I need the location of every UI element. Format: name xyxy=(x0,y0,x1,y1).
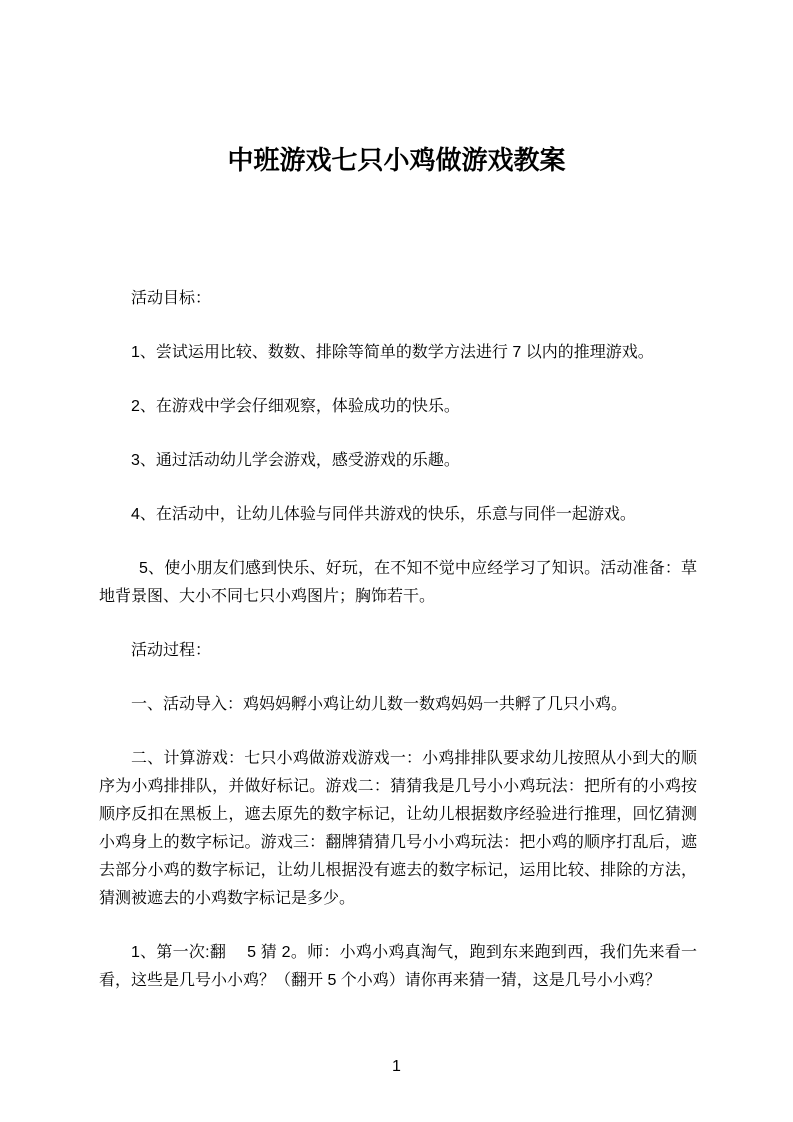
para-goal-3: 3、通过活动幼儿学会游戏，感受游戏的乐趣。 xyxy=(131,452,460,469)
para-goal-1: 1、尝试运用比较、数数、排除等简单的数学方法进行 7 以内的推理游戏。 xyxy=(131,344,654,361)
para-activity-goals-heading: 活动目标： xyxy=(131,290,212,307)
para-goal-2: 2、在游戏中学会仔细观察，体验成功的快乐。 xyxy=(131,398,460,415)
para-goal-4: 4、在活动中，让幼儿体验与同伴共游戏的快乐，乐意与同伴一起游戏。 xyxy=(131,506,636,523)
page-number: 1 xyxy=(392,1058,401,1075)
document-body xyxy=(99,285,697,995)
para-first-round-game: 1、第一次:翻 5 猜 2。师：小鸡小鸡真淘气，跑到东来跑到西，我们先来看一看，这些是几号小小鸡？（翻开 5 个小鸡）请你再来猜一猜，这是几号小小鸡？ xyxy=(99,944,697,989)
document-title: 中班游戏七只小鸡做游戏教案 xyxy=(227,145,566,175)
para-step-2-calculation-games: 二、计算游戏：七只小鸡做游戏游戏一：小鸡排排队要求幼儿按照从小到大的顺序为小鸡排排队，并做好标记。游戏二：猜猜我是几号小小鸡玩法：把所有的小鸡按顺序反扣在黑板上，遮去原先的数字标记，让幼儿根据数序经验进行推理，回忆猜测小鸡身上的数字标记。游戏三：翻牌猜猜几号小小鸡玩法：把小鸡的顺序打乱后，遮去部分小鸡的数字标记，让幼儿根据没有遮去的数字标记，运用比较、排除的方法，猜测被遮去的小鸡数字标记是多少。 xyxy=(99,750,697,907)
para-goal-5-and-preparation: 5、使小朋友们感到快乐、好玩，在不知不觉中应经学习了知识。活动准备：草地背景图、大小不同七只小鸡图片；胸饰若干。 xyxy=(99,560,697,605)
para-activity-process-heading: 活动过程： xyxy=(131,642,212,659)
para-step-1-introduction: 一、活动导入：鸡妈妈孵小鸡让幼儿数一数鸡妈妈一共孵了几只小鸡。 xyxy=(131,696,628,713)
